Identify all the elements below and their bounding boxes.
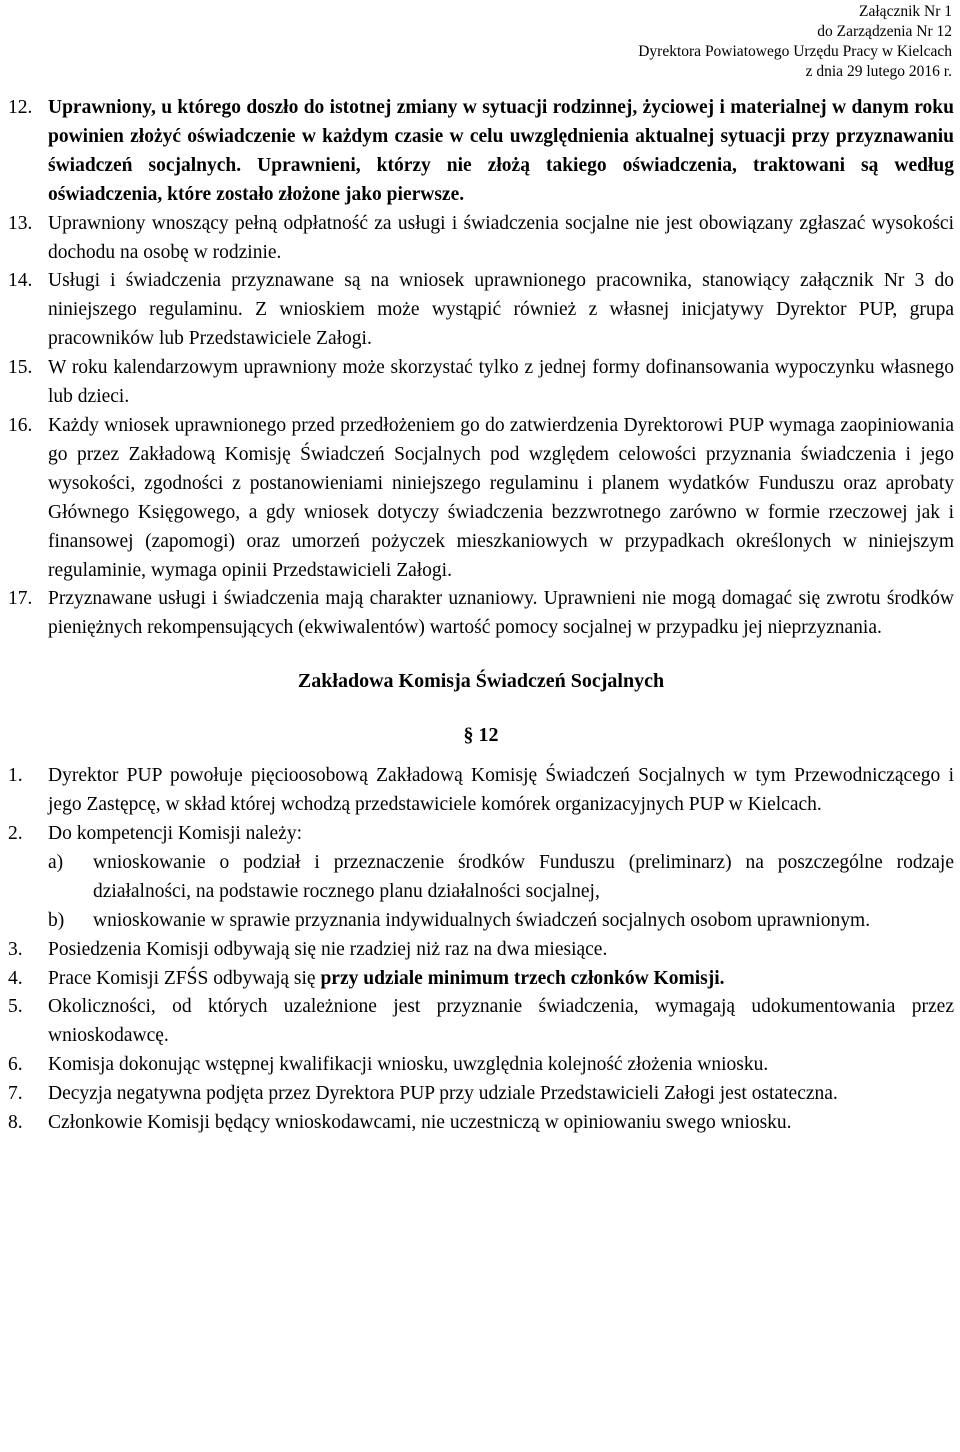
- item-text: [48, 965, 954, 994]
- document-header: [638, 2, 952, 82]
- item-text: Dyrektor PUP powołuje pięcioosobową Zakładową Komisję Świadczeń Socjalnych w tym Przewodniczącego i jego Zastępcę, w skład której wchodzą przedstawiciele komórek organizacyjnych PUP w Kielcach.: [48, 765, 954, 816]
- item-text-plain: Prace Komisji ZFŚS odbywają się: [48, 967, 321, 989]
- item-text-emphasis: przy udziale minimum trzech członków Komisji.: [320, 967, 725, 989]
- list-item: [8, 1080, 954, 1109]
- item-text: Posiedzenia Komisji odbywają się nie rzadziej niż raz na dwa miesiące.: [48, 938, 608, 960]
- header-issuer-line: Dyrektora Powiatowego Urzędu Pracy w Kielcach: [638, 43, 952, 60]
- section-title: Zakładowa Komisja Świadczeń Socjalnych: [297, 670, 665, 693]
- item-text: Decyzja negatywna podjęta przez Dyrektora PUP przy udziale Przedstawicieli Załogi jest ostateczna.: [48, 1083, 838, 1105]
- item-text: Przyznawane usługi i świadczenia mają charakter uznaniowy. Uprawnieni nie mogą domagać się zwrotu środków pieniężnych rekompensujących (ekwiwalentów) wartość pomocy socjalnej w przypadku jej nieprzyznania.: [48, 588, 954, 639]
- sub-item-label: b): [48, 909, 65, 931]
- item-text: Do kompetencji Komisji należy:: [48, 823, 302, 845]
- paragraph-heading: [8, 720, 954, 750]
- item-text: Komisja dokonując wstępnej kwalifikacji wniosku, uwzględnia kolejność złożenia wniosku.: [48, 1054, 769, 1076]
- list-item: [8, 936, 954, 965]
- item-number: 14.: [8, 270, 33, 292]
- item-number: 16.: [8, 414, 33, 436]
- item-text: W roku kalendarzowym uprawniony może skorzystać tylko z jednej formy dofinansowania wypoczynku własnego lub dzieci.: [48, 357, 954, 408]
- item-number: 1.: [8, 765, 23, 787]
- list-item: [8, 820, 954, 849]
- item-text: Członkowie Komisji będący wnioskodawcami, nie uczestniczą w opiniowaniu swego wniosku.: [48, 1112, 792, 1134]
- item-number: 12.: [8, 97, 33, 118]
- item-number: 2.: [8, 823, 23, 845]
- item-text: Okoliczności, od których uzależnione jest przyznanie świadczenia, wymagają udokumentowania przez wnioskodawcę.: [48, 996, 954, 1047]
- document-body: [8, 94, 954, 1138]
- item-text: Każdy wniosek uprawnionego przed przedłożeniem go do zatwierdzenia Dyrektorowi PUP wymaga zaopiniowania go przez Zakładową Komisję Świadczeń Socjalnych pod względem celowości przyznania świadczenia i jego wysokości, zgodności z postanowieniami niniejszego regulaminu i planem wydatków Funduszu oraz aprobaty Głównego Księgowego, a gdy wniosek dotyczy świadczenia bezzwrotnego zarówno w formie rzeczowej jak i finansowej (zapomogi) oraz umorzeń pożyczek mieszkaniowych w przypadkach określonych w niniejszym regulaminie, wymaga opinii Przedstawicieli Załogi.: [48, 414, 954, 581]
- list-item: [8, 1109, 954, 1138]
- item-number: 17.: [8, 588, 33, 610]
- paragraph-sign: §: [463, 724, 479, 747]
- item-number: 3.: [8, 938, 23, 960]
- list-item: [8, 762, 954, 820]
- sub-item-label: a): [48, 851, 64, 873]
- list-item: [8, 354, 954, 412]
- list-item: [8, 993, 954, 1051]
- item-number: 13.: [8, 212, 33, 234]
- item-text: Usługi i świadczenia przyznawane są na wniosek uprawnionego pracownika, stanowiący załącznik Nr 3 do niniejszego regulaminu. Z wnioskiem może wystąpić również z własnej inicjatywy Dyrektor PUP, grupa pracowników lub Przedstawiciele Załogi.: [48, 270, 954, 350]
- item-number: 4.: [8, 967, 23, 989]
- sub-list-item: [48, 849, 954, 907]
- item-number: 5.: [8, 996, 23, 1018]
- list-item: [8, 267, 954, 354]
- sub-list-item: [48, 907, 954, 936]
- list-item: [8, 585, 954, 643]
- item-number: 6.: [8, 1054, 23, 1076]
- sub-item-text: wnioskowanie w sprawie przyznania indywidualnych świadczeń socjalnych osobom uprawnionym.: [93, 909, 871, 931]
- header-ordinance-line: do Zarządzenia Nr 12: [817, 23, 952, 40]
- header-annex-line: Załącznik Nr 1: [859, 3, 952, 20]
- sub-item-text: wnioskowanie o podział i przeznaczenie środków Funduszu (preliminarz) na poszczególne rodzaje działalności, na podstawie rocznego planu działalności socjalnej,: [93, 851, 954, 902]
- list-item: [8, 412, 954, 585]
- list-item: [8, 210, 954, 268]
- paragraph-number: 12: [478, 724, 499, 747]
- header-date-line: z dnia 29 lutego 2016 r.: [805, 63, 952, 80]
- item-text: Uprawniony wnoszący pełną odpłatność za usługi i świadczenia socjalne nie jest obowiązany zgłaszać wysokości dochodu na osobę w rodzinie.: [48, 212, 954, 263]
- list-item: [8, 1051, 954, 1080]
- list-item: [8, 94, 954, 210]
- item-number: 15.: [8, 357, 33, 379]
- list-item: [8, 965, 954, 994]
- item-text: Uprawniony, u którego doszło do istotnej zmiany w sytuacji rodzinnej, życiowej i materialnej w danym roku powinien złożyć oświadczenie w każdym czasie w celu uwzględnienia aktualnej sytuacji przy przyznawaniu świadczeń socjalnych. Uprawnieni, którzy nie złożą takiego oświadczenia, traktowani są według oświadczenia, które zostało złożone jako pierwsze.: [48, 97, 954, 205]
- item-number: 8.: [8, 1112, 23, 1134]
- item-number: 7.: [8, 1083, 23, 1105]
